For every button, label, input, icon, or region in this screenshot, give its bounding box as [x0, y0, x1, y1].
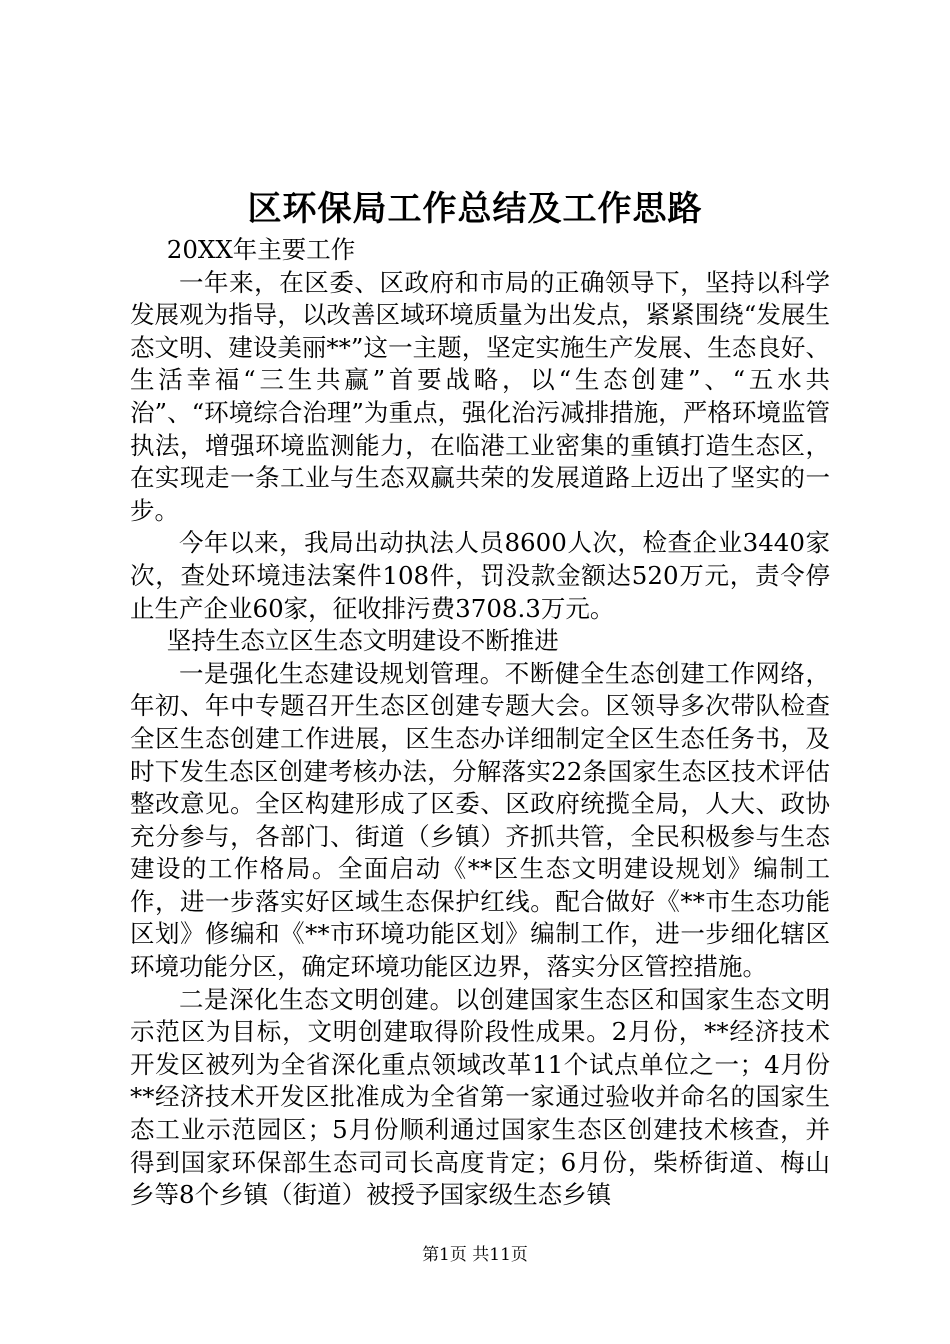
document-body	[130, 234, 830, 1212]
section-heading: 20XX年主要工作	[166, 235, 356, 264]
paragraph: 一是强化生态建设规划管理。不断健全生态创建工作网络，年初、年中专题召开生态区创建专题大会。区领导多次带队检查全区生态创建工作进展，区生态办详细制定全区生态任务书，及时下发生态区创建考核办法，分解落实22条国家生态区技术评估整改意见。全区构建形成了区委、区政府统揽全局，人大、政协充分参与，各部门、街道（乡镇）齐抓共管，全民积极参与生态建设的工作格局。全面启动《**区生态文明建设规划》编制工作，进一步落实好区域生态保护红线。配合做好《**市生态功能区划》修编和《**市环境功能区划》编制工作，进一步细化辖区环境功能分区，确定环境功能区边界，落实分区管控措施。	[130, 658, 830, 982]
page-number-footer: 第1页 共11页	[422, 1245, 528, 1265]
section-heading: 坚持生态立区生态文明建设不断推进	[166, 626, 559, 656]
paragraph: 今年以来，我局出动执法人员8600人次，检查企业3440家次，查处环境违法案件108件，罚没款金额达520万元，责令停止生产企业60家，征收排污费3708.3万元。	[130, 528, 830, 623]
paragraph: 二是深化生态文明创建。以创建国家生态区和国家生态文明示范区为目标，文明创建取得阶段性成果。2月份，**经济技术开发区被列为全省深化重点领域改革11个试点单位之一；4月份**经济技术开发区批准成为全省第一家通过验收并命名的国家生态工业示范园区；5月份顺利通过国家生态区创建技术核查，并得到国家环保部生态司司长高度肯定；6月份，柴桥街道、梅山乡等8个乡镇（街道）被授予国家级生态乡镇	[130, 984, 830, 1210]
paragraph: 一年来，在区委、区政府和市局的正确领导下，坚持以科学发展观为指导，以改善区域环境质量为出发点，紧紧围绕“发展生态文明、建设美丽**”这一主题，坚定实施生产发展、生态良好、生活幸福“三生共赢”首要战略，以“生态创建”、“五水共治”、“环境综合治理”为重点，强化治污减排措施，严格环境监管执法，增强环境监测能力，在临港工业密集的重镇打造生态区，在实现走一条工业与生态双赢共荣的发展道路上迈出了坚实的一步。	[130, 267, 830, 525]
document-title: 区环保局工作总结及工作思路	[247, 189, 703, 229]
